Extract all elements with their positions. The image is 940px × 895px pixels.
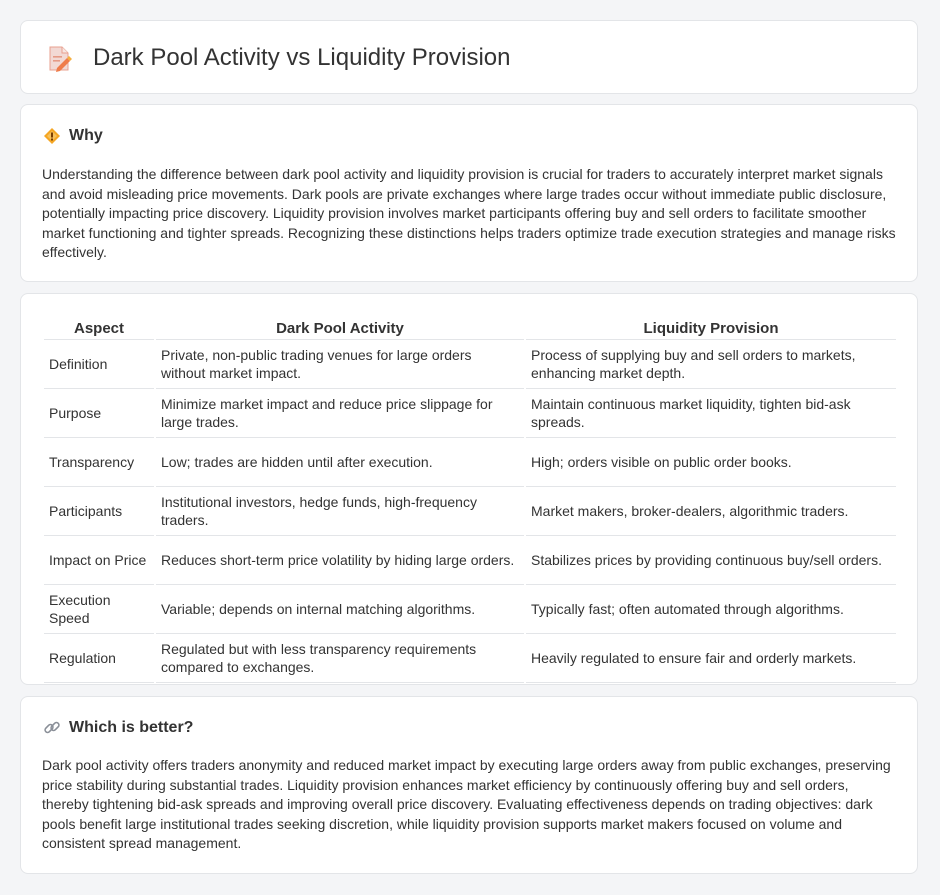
aspect-cell: Execution Speed (44, 585, 154, 634)
aspect-cell: Transparency (44, 438, 154, 487)
liquidity-cell: Stabilizes prices by providing continuous buy/sell orders. (526, 536, 896, 585)
page-title: Dark Pool Activity vs Liquidity Provision (93, 44, 511, 71)
header-dark-pool: Dark Pool Activity (156, 315, 524, 340)
better-heading: Which is better? (69, 719, 194, 736)
liquidity-cell: Maintain continuous market liquidity, tighten bid-ask spreads. (526, 389, 896, 438)
aspect-cell: Purpose (44, 389, 154, 438)
dark-pool-cell: Institutional investors, hedge funds, high-frequency traders. (156, 487, 524, 536)
table-header-row (44, 315, 896, 340)
why-card (20, 104, 918, 282)
dark-pool-cell: Regulated but with less transparency requirements compared to exchanges. (156, 634, 524, 683)
why-body: Understanding the difference between dark pool activity and liquidity provision is crucial for traders to accurately interpret market signals and avoid misleading price movements. Dark pools are private exchanges where large trades occur without immediate public disclosure, potentially impacting price discovery. Liquidity provision involves market participants offering buy and sell orders to facilitate smoother market functioning and tighter spreads. Recognizing these distinctions helps traders optimize trade execution strategies and manage risks effectively. (42, 166, 896, 261)
liquidity-cell: Heavily regulated to ensure fair and orderly markets. (526, 634, 896, 683)
table-row (44, 634, 896, 683)
link-icon (43, 719, 61, 737)
dark-pool-cell: Private, non-public trading venues for large orders without market impact. (156, 340, 524, 389)
diamond-warning-icon (43, 127, 61, 145)
why-heading: Why (69, 127, 103, 144)
dark-pool-cell: Variable; depends on internal matching algorithms. (156, 585, 524, 634)
table-row (44, 438, 896, 487)
comparison-card (20, 293, 918, 685)
title-card (20, 20, 918, 94)
header-liquidity: Liquidity Provision (526, 315, 896, 340)
why-header (43, 126, 103, 146)
dark-pool-cell: Reduces short-term price volatility by hiding large orders. (156, 536, 524, 585)
better-header (43, 718, 193, 738)
table-row (44, 389, 896, 438)
document-pencil-icon (47, 42, 73, 74)
aspect-cell: Regulation (44, 634, 154, 683)
dark-pool-cell: Minimize market impact and reduce price slippage for large trades. (156, 389, 524, 438)
liquidity-cell: Typically fast; often automated through algorithms. (526, 585, 896, 634)
aspect-cell: Impact on Price (44, 536, 154, 585)
liquidity-cell: Process of supplying buy and sell orders to markets, enhancing market depth. (526, 340, 896, 389)
dark-pool-cell: Low; trades are hidden until after execution. (156, 438, 524, 487)
liquidity-cell: Market makers, broker-dealers, algorithmic traders. (526, 487, 896, 536)
table-row (44, 340, 896, 389)
table-row (44, 536, 896, 585)
which-better-card (20, 696, 918, 874)
comparison-table (42, 315, 898, 683)
header-aspect: Aspect (44, 315, 154, 340)
table-row (44, 487, 896, 536)
title-row (47, 41, 511, 75)
better-body: Dark pool activity offers traders anonymity and reduced market impact by executing large orders away from public exchanges, preserving price stability during substantial trades. Liquidity provision enhances market efficiency by continuously offering buy and sell orders, thereby tightening bid-ask spreads and improving overall price discovery. Evaluating effectiveness depends on trading objectives: dark pools benefit large institutional trades seeking discretion, while liquidity provision supports market makers focused on volume and consistent spread management. (42, 757, 891, 852)
aspect-cell: Definition (44, 340, 154, 389)
aspect-cell: Participants (44, 487, 154, 536)
table-row (44, 585, 896, 634)
liquidity-cell: High; orders visible on public order books. (526, 438, 896, 487)
